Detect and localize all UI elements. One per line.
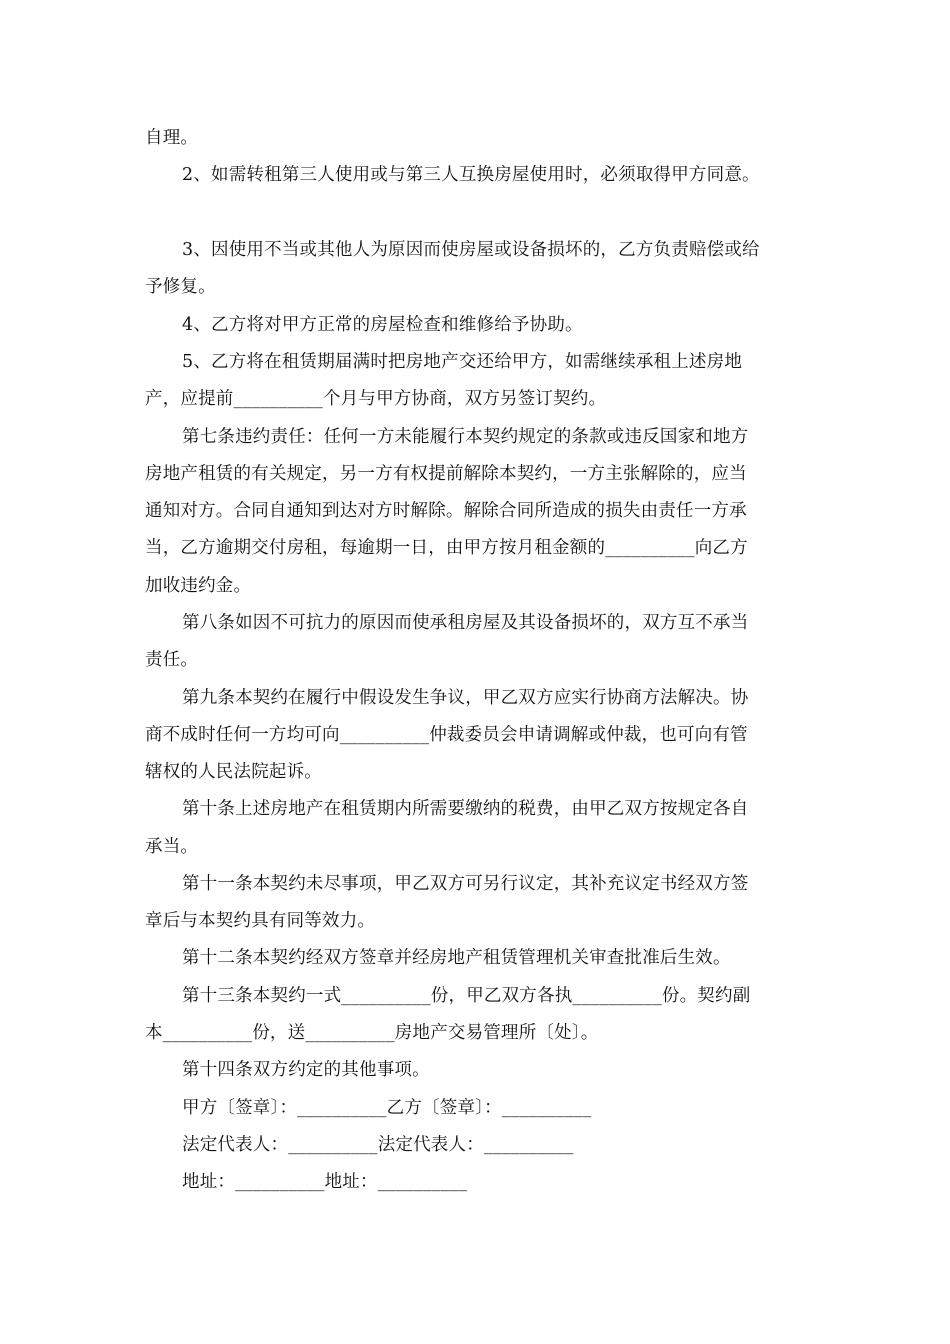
text-line: 第十二条本契约经双方签章并经房地产租赁管理机关审查批准后生效。 xyxy=(182,948,731,968)
text-line: 3、因使用不当或其他人为原因而使房屋或设备损坏的，乙方负责赔偿或给 xyxy=(182,240,760,260)
text-line: 通知对方。合同自通知到达对方时解除。解除合同所造成的损失由责任一方承 xyxy=(145,501,747,521)
text-line: 第十条上述房地产在租赁期内所需要缴纳的税费，由甲乙双方按规定各自 xyxy=(182,799,749,819)
text-line: 商不成时任何一方均可向__________仲裁委员会申请调解或仲裁，也可向有管 xyxy=(145,725,748,745)
text-line: 5、乙方将在租赁期届满时把房地产交还给甲方，如需继续承租上述房地 xyxy=(182,352,743,372)
address-line: 地址：__________地址：__________ xyxy=(182,1172,468,1192)
text-line: 第十四条双方约定的其他事项。 xyxy=(182,1060,430,1080)
text-line: 第八条如因不可抗力的原因而使承租房屋及其设备损坏的，双方互不承当 xyxy=(182,613,749,633)
text-line: 责任。 xyxy=(145,650,199,670)
text-line: 自理。 xyxy=(145,128,199,148)
text-line: 当，乙方逾期交付房租，每逾期一日，由甲方按月租金额的__________向乙方 xyxy=(145,538,748,558)
text-line: 第十三条本契约一式__________份，甲乙双方各执__________份。契约副 xyxy=(182,986,751,1006)
text-line: 加收违约金。 xyxy=(145,576,252,596)
representative-line: 法定代表人：__________法定代表人：__________ xyxy=(182,1135,574,1155)
text-line: 本__________份，送__________房地产交易管理所〔处〕。 xyxy=(145,1023,599,1043)
text-line: 4、乙方将对甲方正常的房屋检查和维修给予协助。 xyxy=(182,315,583,335)
text-line: 房地产租赁的有关规定，另一方有权提前解除本契约，一方主张解除的，应当 xyxy=(145,464,747,484)
text-line: 章后与本契约具有同等效力。 xyxy=(145,911,376,931)
text-line: 第十一条本契约未尽事项，甲乙双方可另行议定，其补充议定书经双方签 xyxy=(182,874,749,894)
text-line: 产，应提前__________个月与甲方协商，双方另签订契约。 xyxy=(145,389,607,409)
text-line: 承当。 xyxy=(145,837,199,857)
text-line: 辖权的人民法院起诉。 xyxy=(145,762,322,782)
text-line: 第九条本契约在履行中假设发生争议，甲乙双方应实行协商方法解决。协 xyxy=(182,688,749,708)
text-line: 2、如需转租第三人使用或与第三人互换房屋使用时，必须取得甲方同意。 xyxy=(182,165,760,185)
text-line: 第七条违约责任：任何一方未能履行本契约规定的条款或违反国家和地方 xyxy=(182,427,749,447)
text-line: 予修复。 xyxy=(145,277,216,297)
signature-line: 甲方〔签章〕：__________乙方〔签章〕：__________ xyxy=(182,1098,592,1118)
